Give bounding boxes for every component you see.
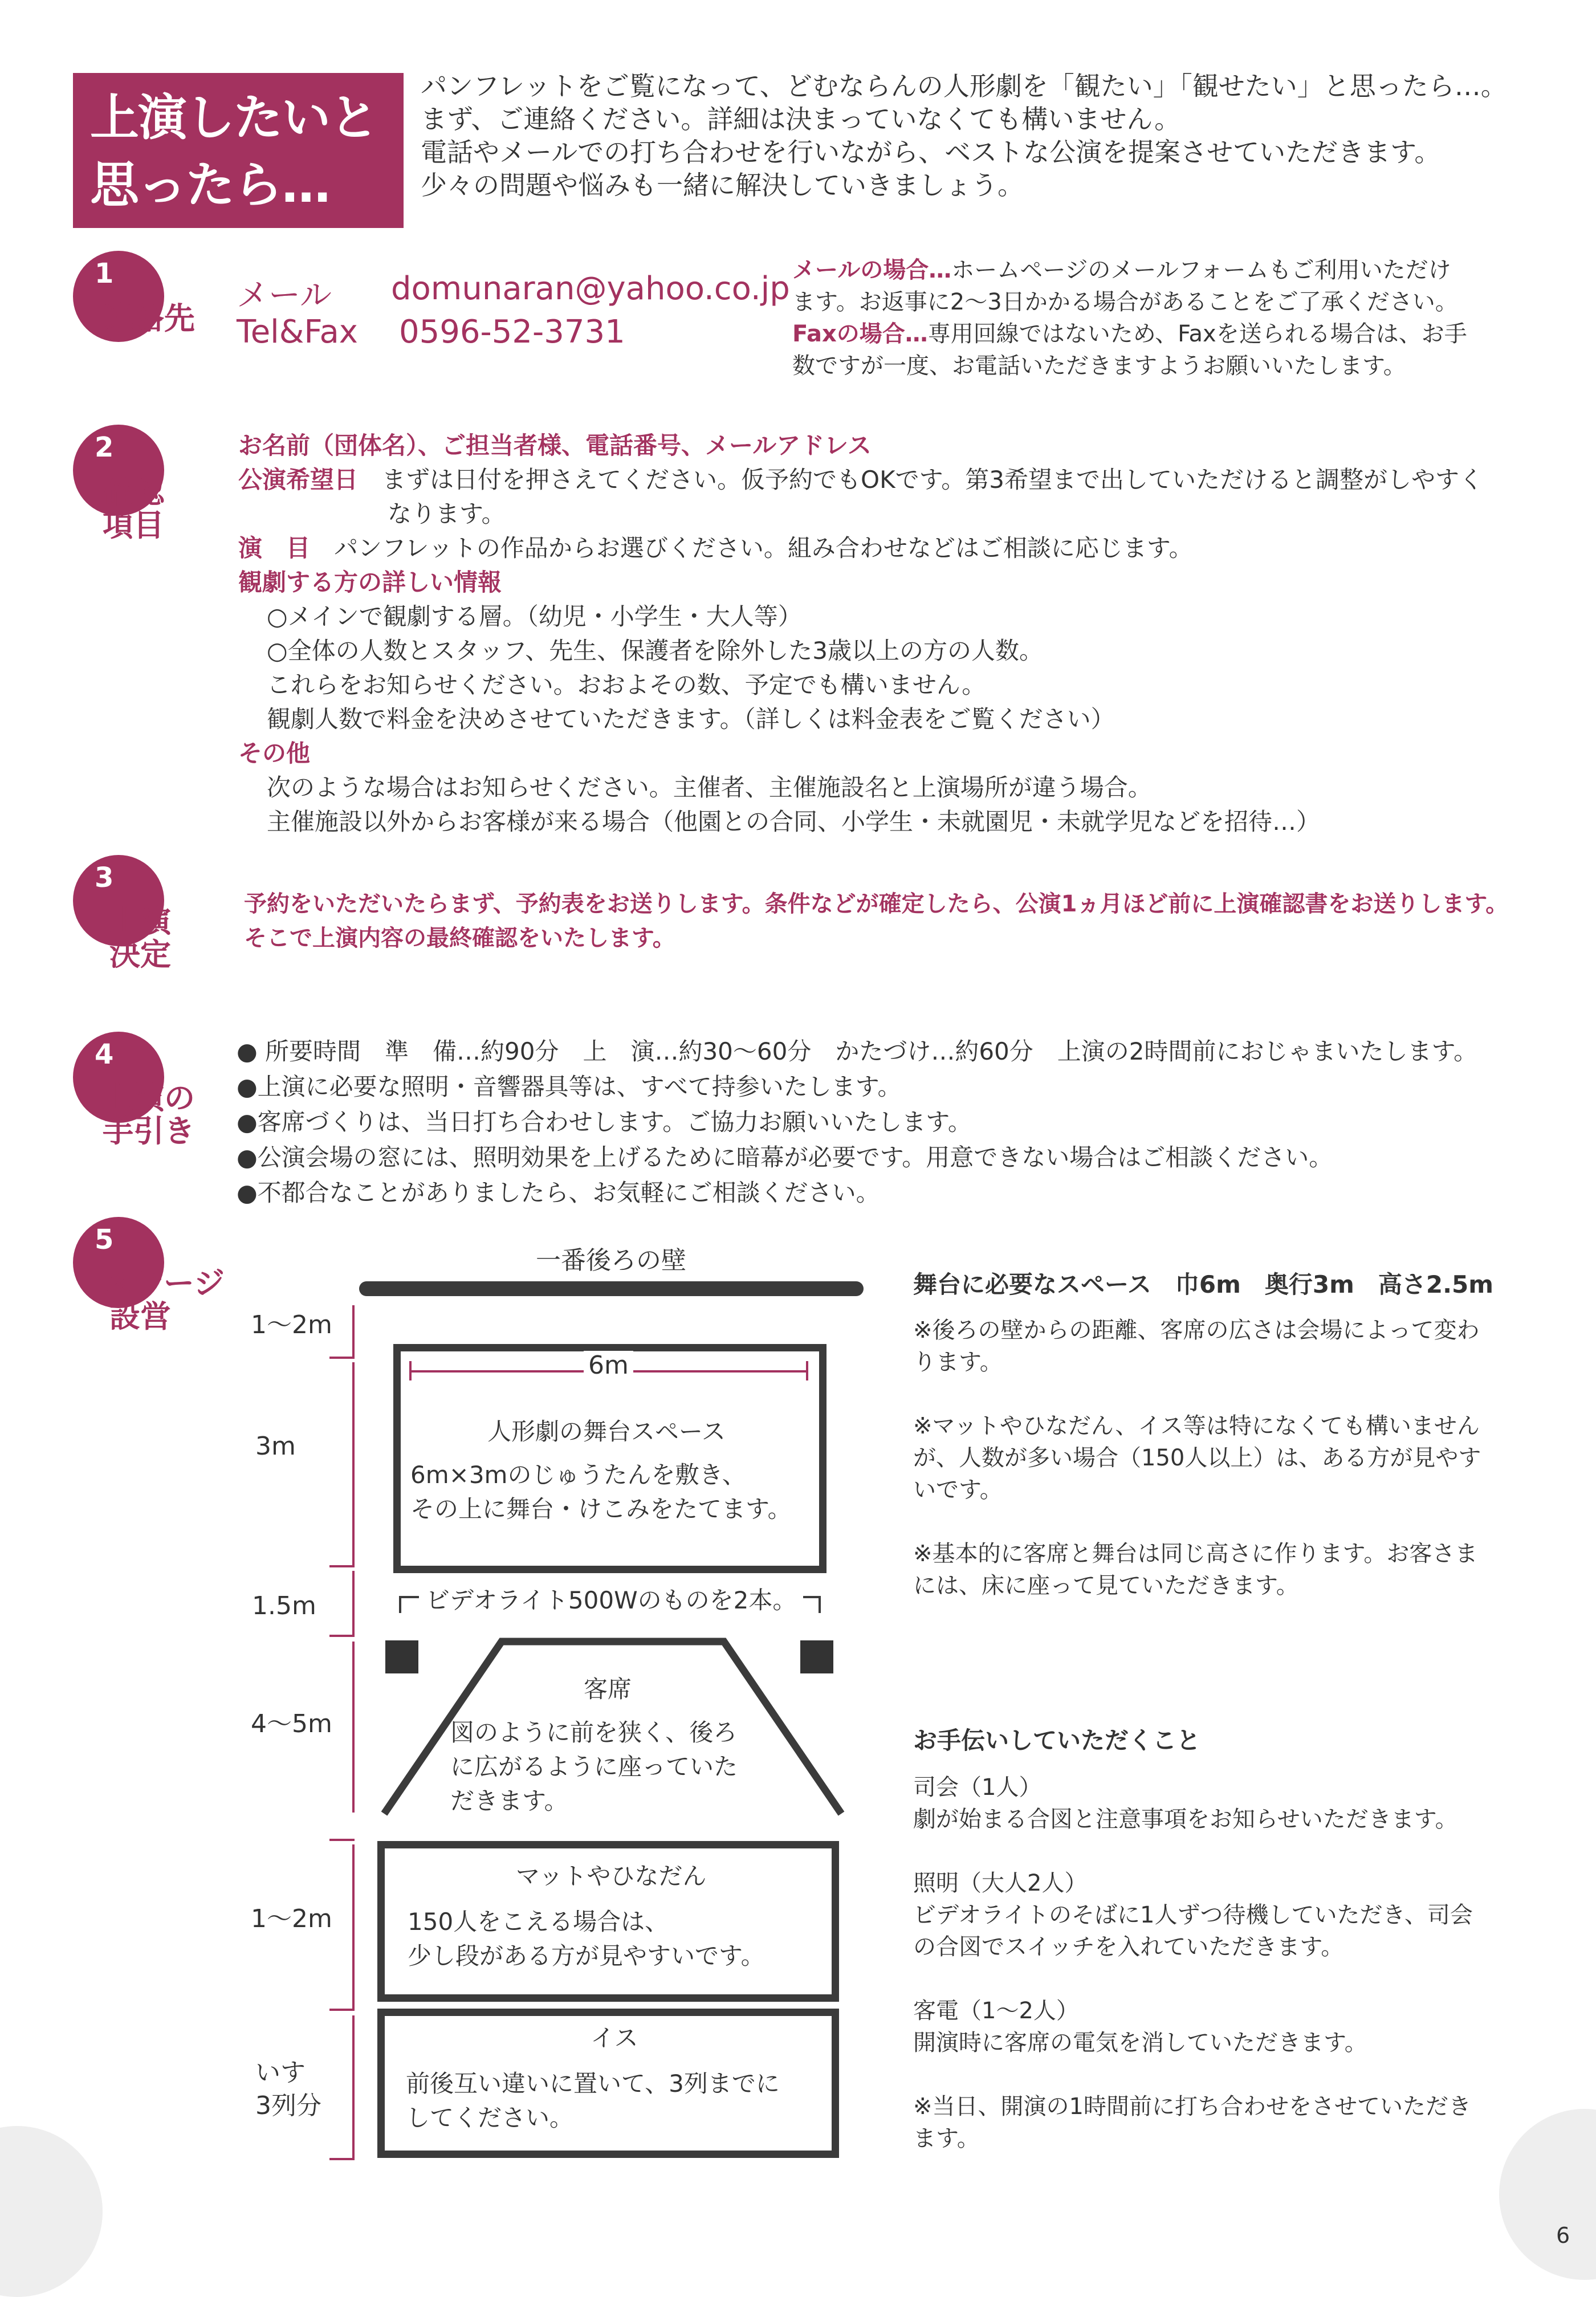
section3-label2: 決定 xyxy=(109,936,171,972)
chair-title: イス xyxy=(591,2024,638,2052)
seating-desc-3: だきます。 xyxy=(450,1787,568,1815)
page-title xyxy=(73,73,404,228)
dim-bracket-line xyxy=(352,1362,355,1566)
width-dimension-tick xyxy=(806,1361,808,1380)
dim-chair-rows-2: 3列分 xyxy=(255,2091,321,2120)
note-3b: には、床に座って見ていただきます。 xyxy=(913,1573,1299,1599)
note-1b: ります。 xyxy=(913,1349,1003,1375)
stage-desc-1: 6m×3mのじゅうたんを敷き、 xyxy=(410,1461,746,1489)
program-label: 演 目 xyxy=(238,534,311,562)
intro-line: 電話やメールでの打ち合わせを行いながら、ベストな公演を提案させていただきます。 xyxy=(421,137,1441,168)
chair-desc-1: 前後互い違いに置いて、3列までに xyxy=(406,2070,780,2098)
fax-label: Tel&Fax xyxy=(237,313,358,351)
section3-badge xyxy=(73,855,171,972)
section1-label: 連絡先 xyxy=(103,300,195,336)
fax-number: 0596-52-3731 xyxy=(399,313,625,351)
section1-notes xyxy=(792,254,1467,382)
help2-title: 照明（大人2人） xyxy=(913,1870,1088,1896)
section5-label1: ステージ xyxy=(103,1265,225,1301)
date-text2: なります。 xyxy=(388,500,506,528)
stage-desc-2: その上に舞台・けこみをたてます。 xyxy=(410,1495,792,1523)
dim-chair-rows-1: いす xyxy=(255,2058,306,2087)
dim-bracket-line xyxy=(352,1642,355,1813)
note-2a: ※マットやひなだん、イス等は特になくても構いません xyxy=(913,1413,1480,1439)
bg-circle-left xyxy=(0,2126,103,2297)
help1-text: 劇が始まる合図と注意事項をお知らせいただきます。 xyxy=(913,1806,1458,1832)
help2-text2: の合図でスイッチを入れていただきます。 xyxy=(913,1934,1344,1960)
mail-note-2: ます。お返事に2～3日かかる場合があることをご了承ください。 xyxy=(792,289,1458,315)
section3-line1: 予約をいただいたらまず、予約表をお送りします。条件などが確定したら、公演1ヵ月ほど前に上演確認書をお送りします。 xyxy=(244,891,1509,917)
note-4b: ます。 xyxy=(913,2125,980,2152)
help-list xyxy=(913,1771,1534,2155)
dim-bracket-line xyxy=(352,2015,355,2158)
help3-title: 客電（1～2人） xyxy=(913,1998,1079,2024)
mat-title: マットやひなだん xyxy=(516,1862,707,1890)
mat-desc-2: 少し段がある方が見やすいです。 xyxy=(408,1942,765,1970)
section3-number: 3 xyxy=(95,862,114,894)
other-info-2: 主催施設以外からお客様が来る場合（他園との合同、小学生・未就園児・未就学児などを招待…） xyxy=(267,808,1321,836)
note-2b: が、人数が多い場合（150人以上）は、ある方が見やす xyxy=(913,1445,1481,1471)
section3-line2: そこで上演内容の最終確認をいたします。 xyxy=(244,925,675,951)
space-requirement-head: 舞台に必要なスペース 巾6m 奥行3m 高さ2.5m xyxy=(913,1270,1494,1298)
section1-badge xyxy=(73,251,195,342)
guide-item: ●不都合なことがありましたら、お気軽にご相談ください。 xyxy=(237,1179,880,1207)
section4-label2: 手引き xyxy=(103,1113,195,1149)
dim-bracket-tick xyxy=(329,1635,355,1637)
section4-number: 4 xyxy=(95,1038,114,1070)
section5-badge xyxy=(73,1217,225,1334)
mat-desc-1: 150人をこえる場合は、 xyxy=(408,1908,669,1936)
section1-number: 1 xyxy=(95,258,114,290)
section2-head1: お名前（団体名）、ご担当者様、電話番号、メールアドレス xyxy=(238,431,872,459)
guide-item: ●上演に必要な照明・音響器具等は、すべて持参いたします。 xyxy=(237,1073,902,1101)
section2-badge xyxy=(73,425,164,543)
mail-label: メール xyxy=(237,277,332,314)
dim-bracket-line xyxy=(352,1571,355,1635)
dim-bracket-line xyxy=(352,1305,355,1357)
guide-item: ● 所要時間 準 備…約90分 上 演…約30～60分 かたづけ…約60分 上演の2時間前におじゃまいたします。 xyxy=(237,1037,1478,1065)
seating-title: 客席 xyxy=(584,1675,632,1703)
help-head: お手伝いしていただくこと xyxy=(913,1726,1201,1754)
program-text: パンフレットの作品からお選びください。組み合わせなどはご相談に応じます。 xyxy=(334,534,1193,562)
page-title-line1: 上演したいと xyxy=(90,89,377,146)
page-number: 6 xyxy=(1556,2223,1570,2248)
dim-wall-gap: 1～2m xyxy=(251,1310,332,1339)
seating-desc-1: 図のように前を狭く、後ろ xyxy=(450,1718,738,1746)
dim-bracket-tick xyxy=(329,1839,355,1841)
back-wall-label: 一番後ろの壁 xyxy=(536,1246,686,1275)
dim-bracket-line xyxy=(352,1844,355,2009)
fax-note-head: Faxの場合… xyxy=(792,321,928,347)
section2-number: 2 xyxy=(95,431,114,463)
mail-row xyxy=(237,270,332,316)
note-2c: いです。 xyxy=(913,1477,1003,1503)
audience-info-4: 観劇人数で料金を決めさせていただきます。（詳しくは料金表をご覧ください） xyxy=(267,705,1115,733)
page-title-line2: 思ったら… xyxy=(90,157,329,214)
video-light-label: ビデオライト500Wのものを2本。 xyxy=(419,1583,803,1618)
stage-width-label: 6m xyxy=(584,1351,633,1380)
help2-text1: ビデオライトのそばに1人ずつ待機していただき、司会 xyxy=(913,1902,1473,1928)
dim-stage-depth: 3m xyxy=(255,1432,296,1461)
section2-label1: 確認 xyxy=(103,474,164,510)
section3-content xyxy=(244,887,1508,955)
fax-note-2: 数ですが一度、お電話いただきますようお願いいたします。 xyxy=(792,353,1406,379)
mail-note-head: メールの場合… xyxy=(792,257,952,283)
section5-label2: 設営 xyxy=(109,1298,171,1334)
note-4a: ※当日、開演の1時間前に打ち合わせをさせていただき xyxy=(913,2094,1471,2120)
date-text: まずは日付を押さえてください。仮予約でもOKです。第3希望まで出していただけると調整がしやすく xyxy=(382,466,1483,494)
audience-info-2: ○全体の人数とスタッフ、先生、保護者を除外した3歳以上の方の人数。 xyxy=(267,637,1044,665)
fax-note-1: 専用回線ではないため、Faxを送られる場合は、お手 xyxy=(927,321,1467,347)
other-info-1: 次のような場合はお知らせください。主催者、主催施設名と上演場所が違う場合。 xyxy=(267,773,1152,801)
chair-desc-2: してください。 xyxy=(406,2104,574,2132)
stage-title: 人形劇の舞台スペース xyxy=(487,1418,726,1445)
section4-badge xyxy=(73,1032,195,1149)
section5-notes xyxy=(913,1314,1534,1602)
audience-info-3: これらをお知らせください。おおよその数、予定でも構いません。 xyxy=(267,671,986,699)
help3-text: 開演時に客席の電気を消していただきます。 xyxy=(913,2030,1367,2056)
dim-bracket-tick xyxy=(329,2009,355,2011)
section2-head3: その他 xyxy=(238,739,311,767)
help1-title: 司会（1人） xyxy=(913,1774,1042,1801)
section5-number: 5 xyxy=(95,1224,114,1256)
intro-line: まず、ご連絡ください。詳細は決まっていなくても構いません。 xyxy=(421,104,1181,135)
section3-label1: 上演 xyxy=(109,903,171,939)
section4-label1: 上演の xyxy=(103,1080,195,1116)
guide-item: ●公演会場の窓には、照明効果を上げるために暗幕が必要です。用意できない場合はご相談ください。 xyxy=(237,1143,1333,1171)
date-label: 公演希望日 xyxy=(238,466,359,494)
seating-desc-2: に広がるように座っていた xyxy=(450,1753,738,1781)
dim-light-gap: 1.5m xyxy=(252,1591,316,1620)
mail-note-1: ホームページのメールフォームもご利用いただけ xyxy=(951,257,1451,283)
dim-bracket-tick xyxy=(329,2158,355,2160)
intro-line: 少々の問題や悩みも一緒に解決していきましょう。 xyxy=(421,170,1024,201)
guide-item: ●客席づくりは、当日打ち合わせします。ご協力お願いいたします。 xyxy=(237,1108,972,1136)
section4-list xyxy=(237,1034,1477,1211)
audience-info-1: ○メインで観劇する層。（幼児・小学生・大人等） xyxy=(267,602,802,630)
intro-line: パンフレットをご覧になって、どむならんの人形劇を「観たい」「観せたい」と思ったら…。 xyxy=(421,71,1507,101)
dim-mat-depth: 1～2m xyxy=(251,1904,332,1933)
section2-content xyxy=(238,429,1483,839)
note-1a: ※後ろの壁からの距離、客席の広さは会場によって変わ xyxy=(913,1317,1480,1343)
note-3a: ※基本的に客席と舞台は同じ高さに作ります。お客さま xyxy=(913,1541,1478,1567)
dim-bracket-tick xyxy=(329,1357,355,1359)
dim-seat-depth: 4～5m xyxy=(251,1709,332,1738)
mail-address[interactable]: domunaran@yahoo.co.jp xyxy=(391,270,790,307)
intro-text xyxy=(421,70,1507,202)
section2-head2: 観劇する方の詳しい情報 xyxy=(238,568,502,596)
width-dimension-tick xyxy=(409,1361,412,1380)
dim-bracket-tick xyxy=(329,1565,355,1567)
back-wall xyxy=(359,1281,864,1296)
section2-label2: 項目 xyxy=(103,507,164,543)
